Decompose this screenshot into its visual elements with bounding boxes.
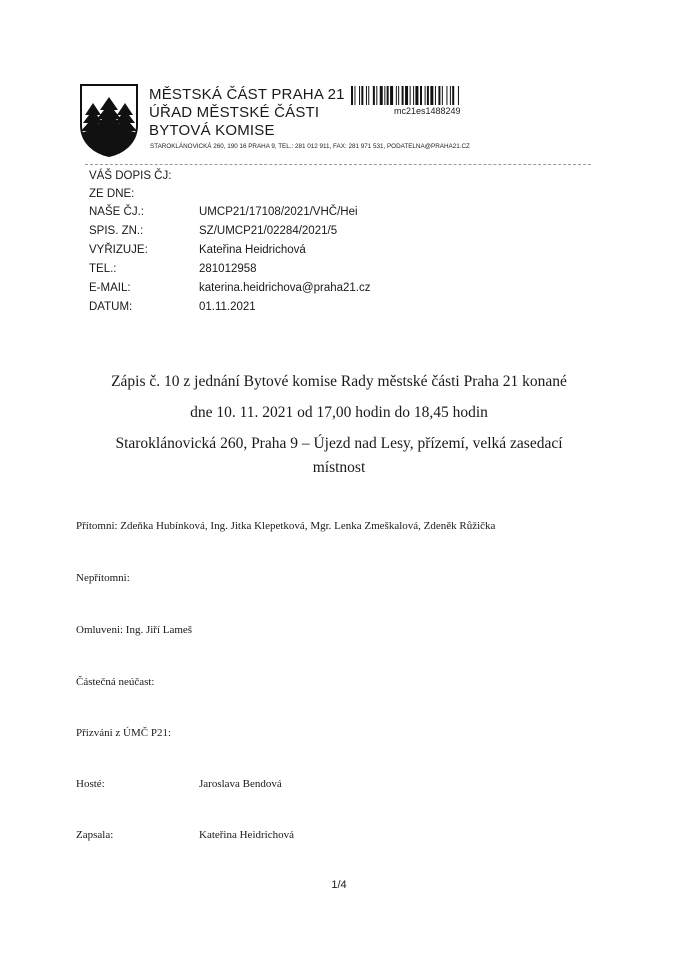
datum-label: DATUM: — [89, 301, 133, 313]
ze-dne-label: ZE DNE: — [89, 188, 135, 200]
vas-dopis-label: VÁŠ DOPIS ČJ: — [89, 170, 172, 182]
org-name-line1: MĚSTSKÁ ČÁST PRAHA 21 — [149, 86, 345, 103]
castecna-neucast-line: Částečná neúčast: — [76, 676, 155, 688]
vyrizuje-label: VYŘIZUJE: — [89, 244, 148, 256]
org-name-line3: BYTOVÁ KOMISE — [149, 122, 275, 139]
spis-zn-value: SZ/UMCP21/02284/2021/5 — [199, 225, 338, 237]
hoste-value: Jaroslava Bendová — [199, 778, 282, 790]
heading-line4: místnost — [312, 459, 366, 476]
nepritomni-line: Nepřítomni: — [76, 572, 130, 584]
heading-line1: Zápis č. 10 z jednání Bytové komise Rady městské části Praha 21 konané — [111, 373, 567, 390]
coat-of-arms-pine-trees-icon — [79, 83, 139, 157]
heading-line2: dne 10. 11. 2021 od 17,00 hodin do 18,45 hodin — [190, 404, 488, 421]
org-address: STAROKLÁNOVICKÁ 260, 190 16 PRAHA 9, TEL.: 281 012 911, FAX: 281 971 531, PODATELNA@PRAHA21.CZ — [150, 143, 470, 150]
org-name-line2: ÚŘAD MĚSTSKÉ ČÁSTI — [149, 104, 320, 121]
heading-line3: Staroklánovická 260, Praha 9 – Újezd nad Lesy, přízemí, velká zasedací — [115, 435, 563, 452]
barcode-text: mc21es1488249 — [394, 106, 461, 116]
nase-cj-label: NAŠE ČJ.: — [89, 206, 144, 218]
header-divider — [85, 164, 591, 165]
nase-cj-value: UMCP21/17108/2021/VHČ/Hei — [199, 206, 358, 218]
spis-zn-label: SPIS. ZN.: — [89, 225, 144, 237]
email-value: katerina.heidrichova@praha21.cz — [199, 282, 371, 294]
tel-label: TEL.: — [89, 263, 117, 275]
barcode-icon — [351, 86, 521, 105]
prizvani-line: Přizváni z ÚMČ P21: — [76, 727, 172, 739]
tel-value: 281012958 — [199, 263, 257, 275]
vyrizuje-value: Kateřina Heidrichová — [199, 244, 306, 256]
hoste-label: Hosté: — [76, 778, 105, 790]
page-number: 1/4 — [331, 879, 347, 891]
zapsala-label: Zapsala: — [76, 829, 114, 841]
datum-value: 01.11.2021 — [199, 301, 256, 313]
pritomni-line: Přítomni: Zdeňka Hubínková, Ing. Jitka Klepetková, Mgr. Lenka Zmeškalová, Zdeněk Růžička — [76, 520, 496, 532]
omluveni-line: Omluveni: Ing. Jiří Lameš — [76, 624, 193, 636]
zapsala-value: Kateřina Heidrichová — [199, 829, 294, 841]
email-label: E-MAIL: — [89, 282, 131, 294]
